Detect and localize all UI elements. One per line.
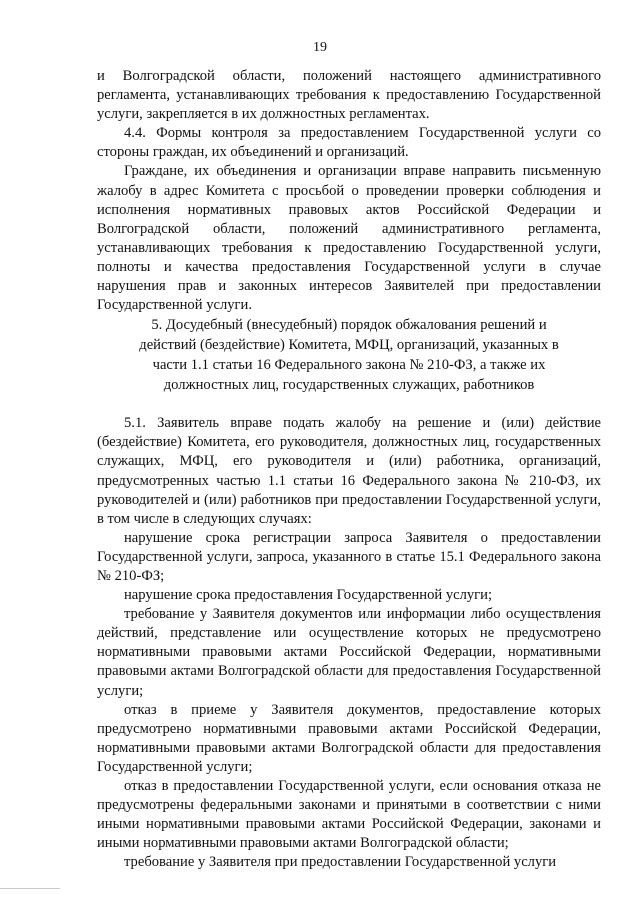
page-number: 19 (313, 40, 327, 55)
scan-edge-mark (0, 888, 60, 889)
list-item-requirement: требование у Заявителя при предоставлении Государственной услуги (124, 854, 557, 871)
document-body (97, 67, 601, 872)
paragraph-complaint-right: Граждане, их объединения и организации вправе направить письменную жалобу в адрес Комитета с просьбой о проведении проверки соблюдения и исполнения нормативных правовых актов Российской Федерации и Волгоградской области, положений административного регламента, устанавливающих требования к предоставлению Государственной услуги, полноты и качества предоставления Государственной услуги в случае нарушения прав и законных интересов Заявителей при предоставлении Государственной услуги. (97, 163, 601, 314)
list-item-service-refusal: отказ в предоставлении Государственной услуги, если основания отказа не предусмотрены федеральными законами и принятыми в соответствии с ними иными нормативными правовыми актами Российской Федерации, законами и иными нормативными правовыми актами Волгоградской области; (97, 778, 601, 852)
paragraph-continuation: и Волгоградской области, положений настоящего административного регламента, устанавливающих требования к предоставлению Государственной услуги, закрепляется в их должностных регламентах. (97, 68, 601, 123)
paragraph-5-1: 5.1. Заявитель вправе подать жалобу на решение и (или) действие (бездействие) Комитета, его руководителя, должностных лиц, государственных служащих, МФЦ, его руководителя и (или) работника, организаций, предусмотренных частью 1.1 статьи 16 Федерального закона № 210-ФЗ, их руководителей и (или) работников при предоставлении Государственной услуги, в том числе в следующих случаях: (97, 415, 601, 527)
list-item-registration-violation: нарушение срока регистрации запроса Заявителя о предоставлении Государственной услуги, запроса, указанного в статье 15.1 Федерального закона № 210-ФЗ; (97, 529, 601, 584)
paragraph-4-4: 4.4. Формы контроля за предоставлением Государственной услуги со стороны граждан, их объединений и организаций. (97, 125, 601, 161)
section-5-heading: 5. Досудебный (внесудебный) порядок обжалования решений и действий (бездействие) Комитета, МФЦ, организаций, указанных в части 1.1 статьи 16 Федерального закона № 210-ФЗ, а также их должностных лиц, государственных служащих, работников (139, 317, 559, 394)
list-item-deadline-violation: нарушение срока предоставления Государственной услуги; (124, 587, 493, 604)
list-item-document-demand: требование у Заявителя документов или информации либо осуществления действий, представление или осуществление которых не предусмотрено нормативными правовыми актами Российской Федерации, нормативными правовыми актами Волгоградской области для предоставления Государственной услуги; (97, 606, 601, 699)
list-item-reception-refusal: отказ в приеме у Заявителя документов, предоставление которых предусмотрено нормативными правовыми актами Российской Федерации, нормативными правовыми актами Волгоградской области для предоставления Государственной услуги; (97, 701, 601, 775)
